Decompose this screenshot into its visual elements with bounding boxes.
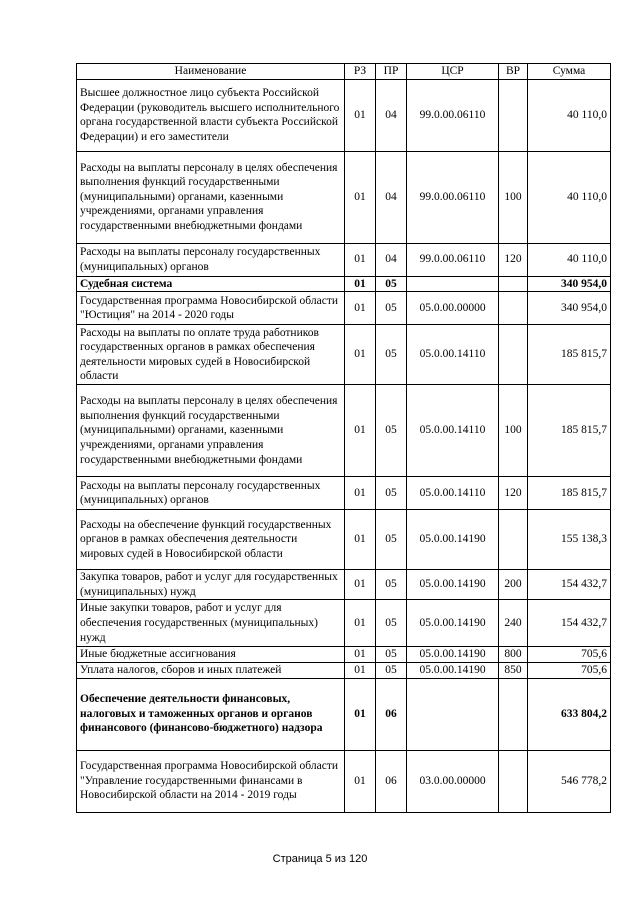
row-csr: 05.0.00.14110	[407, 477, 499, 510]
row-rz: 01	[345, 151, 376, 243]
table-row	[77, 600, 611, 647]
row-sum: 40 110,0	[528, 151, 611, 243]
row-rz: 01	[345, 570, 376, 600]
header-rz: РЗ	[345, 64, 376, 80]
row-sum: 154 432,7	[528, 600, 611, 647]
row-vr	[499, 79, 528, 151]
row-pr: 06	[376, 678, 407, 750]
row-vr: 850	[499, 662, 528, 678]
row-sum: 185 815,7	[528, 477, 611, 510]
row-vr: 100	[499, 385, 528, 477]
row-pr: 04	[376, 243, 407, 276]
table-row	[77, 276, 611, 292]
row-csr: 05.0.00.14190	[407, 662, 499, 678]
row-name: Расходы на выплаты персоналу в целях обеспечения выполнения функций государственными (муниципальными) органами, казенными учреждениями, органами управления государственными внебюджетными фондами	[77, 151, 345, 243]
row-vr	[499, 276, 528, 292]
row-vr: 120	[499, 243, 528, 276]
row-sum: 705,6	[528, 662, 611, 678]
row-name: Государственная программа Новосибирской области "Юстиция" на 2014 - 2020 годы	[77, 292, 345, 325]
row-csr: 05.0.00.14110	[407, 325, 499, 385]
row-vr	[499, 750, 528, 812]
row-name: Судебная система	[77, 276, 345, 292]
table-row	[77, 151, 611, 243]
header-name: Наименование	[77, 64, 345, 80]
row-rz: 01	[345, 276, 376, 292]
row-sum: 40 110,0	[528, 79, 611, 151]
row-vr	[499, 678, 528, 750]
row-pr: 05	[376, 647, 407, 663]
row-sum: 154 432,7	[528, 570, 611, 600]
table-row	[77, 510, 611, 570]
row-sum: 705,6	[528, 647, 611, 663]
row-pr: 05	[376, 510, 407, 570]
row-sum: 546 778,2	[528, 750, 611, 812]
header-vr: ВР	[499, 64, 528, 80]
row-rz: 01	[345, 79, 376, 151]
row-name: Государственная программа Новосибирской области "Управление государственными финансами в Новосибирской области на 2014 - 2019 годы	[77, 750, 345, 812]
row-name: Расходы на выплаты персоналу государственных (муниципальных) органов	[77, 243, 345, 276]
row-name: Иные закупки товаров, работ и услуг для обеспечения государственных (муниципальных) нужд	[77, 600, 345, 647]
row-name: Уплата налогов, сборов и иных платежей	[77, 662, 345, 678]
row-sum: 340 954,0	[528, 292, 611, 325]
page-number: Страница 5 из 120	[272, 853, 368, 865]
row-name: Высшее должностное лицо субъекта Российской Федерации (руководитель высшего исполнительного органа государственной власти субъекта Российской Федерации) и его заместители	[77, 79, 345, 151]
row-rz: 01	[345, 600, 376, 647]
row-rz: 01	[345, 647, 376, 663]
table-row	[77, 385, 611, 477]
row-rz: 01	[345, 292, 376, 325]
row-csr: 99.0.00.06110	[407, 243, 499, 276]
row-pr: 04	[376, 79, 407, 151]
table-header-row	[77, 64, 611, 80]
row-pr: 04	[376, 151, 407, 243]
table-row	[77, 243, 611, 276]
table-row	[77, 79, 611, 151]
row-sum: 185 815,7	[528, 385, 611, 477]
row-rz: 01	[345, 662, 376, 678]
row-name: Расходы на выплаты персоналу государственных (муниципальных) органов	[77, 477, 345, 510]
row-sum: 340 954,0	[528, 276, 611, 292]
table-row	[77, 325, 611, 385]
row-csr: 05.0.00.14190	[407, 647, 499, 663]
row-rz: 01	[345, 325, 376, 385]
table-row	[77, 570, 611, 600]
row-csr: 05.0.00.14190	[407, 570, 499, 600]
row-csr: 05.0.00.14190	[407, 600, 499, 647]
row-rz: 01	[345, 477, 376, 510]
row-csr	[407, 276, 499, 292]
row-csr: 99.0.00.06110	[407, 151, 499, 243]
row-sum: 185 815,7	[528, 325, 611, 385]
row-pr: 05	[376, 570, 407, 600]
row-pr: 05	[376, 325, 407, 385]
row-csr: 05.0.00.14110	[407, 385, 499, 477]
row-pr: 05	[376, 292, 407, 325]
row-sum: 40 110,0	[528, 243, 611, 276]
row-vr	[499, 510, 528, 570]
row-name: Иные бюджетные ассигнования	[77, 647, 345, 663]
header-sum: Сумма	[528, 64, 611, 80]
row-name: Обеспечение деятельности финансовых, налоговых и таможенных органов и органов финансового (финансово-бюджетного) надзора	[77, 678, 345, 750]
row-pr: 05	[376, 276, 407, 292]
row-name: Расходы на выплаты по оплате труда работников государственных органов в рамках обеспечения деятельности мировых судей в Новосибирской области	[77, 325, 345, 385]
table-row	[77, 477, 611, 510]
row-vr: 200	[499, 570, 528, 600]
row-vr	[499, 292, 528, 325]
row-pr: 06	[376, 750, 407, 812]
row-csr: 05.0.00.00000	[407, 292, 499, 325]
header-csr: ЦСР	[407, 64, 499, 80]
row-vr: 100	[499, 151, 528, 243]
row-csr: 05.0.00.14190	[407, 510, 499, 570]
row-pr: 05	[376, 477, 407, 510]
row-vr: 800	[499, 647, 528, 663]
row-vr: 240	[499, 600, 528, 647]
row-sum: 633 804,2	[528, 678, 611, 750]
row-rz: 01	[345, 678, 376, 750]
row-csr	[407, 678, 499, 750]
row-rz: 01	[345, 385, 376, 477]
row-rz: 01	[345, 243, 376, 276]
row-name: Закупка товаров, работ и услуг для государственных (муниципальных) нужд	[77, 570, 345, 600]
row-rz: 01	[345, 750, 376, 812]
header-pr: ПР	[376, 64, 407, 80]
table-row	[77, 292, 611, 325]
table-row	[77, 647, 611, 663]
table-row	[77, 662, 611, 678]
row-csr: 03.0.00.00000	[407, 750, 499, 812]
budget-table	[76, 63, 611, 813]
row-pr: 05	[376, 662, 407, 678]
row-name: Расходы на выплаты персоналу в целях обеспечения выполнения функций государственными (муниципальными) органами, казенными учреждениями, органами управления государственными внебюджетными фондами	[77, 385, 345, 477]
table-row	[77, 750, 611, 812]
row-vr: 120	[499, 477, 528, 510]
row-pr: 05	[376, 600, 407, 647]
row-name: Расходы на обеспечение функций государственных органов в рамках обеспечения деятельности мировых судей в Новосибирской области	[77, 510, 345, 570]
row-rz: 01	[345, 510, 376, 570]
row-vr	[499, 325, 528, 385]
table-row	[77, 678, 611, 750]
row-pr: 05	[376, 385, 407, 477]
row-sum: 155 138,3	[528, 510, 611, 570]
row-csr: 99.0.00.06110	[407, 79, 499, 151]
